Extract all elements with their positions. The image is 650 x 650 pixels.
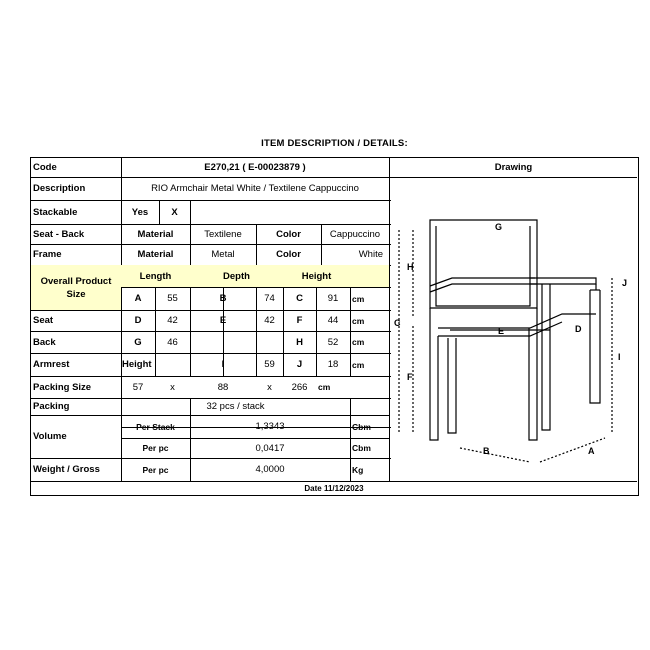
dim-h-value: 52 xyxy=(327,336,339,348)
stackable-mark: X xyxy=(171,206,178,218)
per-pc-label: Per pc xyxy=(142,443,169,453)
dim-i-label: I xyxy=(221,359,225,370)
dim-a-label: A xyxy=(134,293,142,304)
dim-label-i: I xyxy=(618,352,621,362)
frame-material-label: Material xyxy=(137,249,174,260)
dim-j-label: J xyxy=(296,359,303,370)
dim-label-h: H xyxy=(407,262,414,272)
date-footer: Date 11/12/2023 xyxy=(304,483,364,493)
per-stack-label: Per Stack xyxy=(136,421,175,432)
seat-back-material: Textilene xyxy=(204,228,242,240)
dim-b-label: B xyxy=(219,293,227,304)
seat-label: Seat xyxy=(33,315,54,326)
dim-e-value: 42 xyxy=(264,315,275,326)
frame-material: Metal xyxy=(211,249,235,260)
dim-f-label: F xyxy=(296,315,303,326)
dim-d-label: D xyxy=(134,315,142,326)
volume-stack-unit: Cbm xyxy=(352,421,371,432)
dim-label-a: A xyxy=(588,446,595,456)
dim-e-label: E xyxy=(219,315,227,326)
frame-color: White xyxy=(358,249,383,260)
seat-back-color-label: Color xyxy=(276,228,301,240)
dim-i-value: 59 xyxy=(264,359,275,370)
seat-back-material-label: Material xyxy=(137,228,174,240)
armrest-unit: cm xyxy=(352,359,365,370)
dim-j-value: 18 xyxy=(327,359,339,370)
dim-h-label: H xyxy=(296,336,303,348)
dim-g-value: 46 xyxy=(167,336,178,348)
dim-label-d: D xyxy=(575,324,582,334)
code-value: E270,21 ( E-00023879 ) xyxy=(204,162,306,173)
dim-c-value: 91 xyxy=(327,293,339,304)
details-sheet xyxy=(30,157,639,496)
dim-g-label: G xyxy=(134,336,142,348)
overall-unit: cm xyxy=(352,293,365,304)
dim-label-e: E xyxy=(498,326,505,336)
description-label: Description xyxy=(33,183,86,194)
weight-label: Weight / Gross xyxy=(33,464,100,475)
depth-header: Depth xyxy=(223,270,250,282)
dim-a-value: 55 xyxy=(167,293,178,304)
description-value: RIO Armchair Metal White / Textilene Cappuccino xyxy=(151,183,359,194)
volume-pc-unit: Cbm xyxy=(352,443,371,453)
packing-value: 32 pcs / stack xyxy=(206,401,265,412)
dim-label-g: G xyxy=(495,222,503,232)
frame-color-label: Color xyxy=(276,249,301,260)
packing-size-label: Packing Size xyxy=(33,381,92,393)
dim-c-label: C xyxy=(296,293,303,304)
packing-size-x1: x xyxy=(170,381,175,393)
back-unit: cm xyxy=(352,337,365,347)
seat-back-color: Cappuccino xyxy=(329,228,381,240)
overall-size-label: Overall Product Size xyxy=(40,275,112,300)
volume-stack-value: 1,3343 xyxy=(255,421,285,432)
volume-pc-value: 0,0417 xyxy=(255,442,285,454)
dim-label-b: B xyxy=(483,446,490,456)
weight-per-pc-label: Per pc xyxy=(142,464,169,475)
seat-unit: cm xyxy=(352,315,365,326)
dim-label-j: J xyxy=(622,278,628,288)
dim-label-c: C xyxy=(394,318,401,328)
page-title: ITEM DESCRIPTION / DETAILS: xyxy=(261,138,408,149)
dim-d-value: 42 xyxy=(167,315,178,326)
back-label: Back xyxy=(33,336,56,348)
packing-size-x2: x xyxy=(267,381,272,393)
code-label: Code xyxy=(33,162,57,173)
seat-back-label: Seat - Back xyxy=(33,228,85,240)
weight-unit: Kg xyxy=(352,464,364,475)
armrest-height-label: Height xyxy=(122,359,152,370)
volume-label: Volume xyxy=(33,431,67,442)
packing-label: Packing xyxy=(33,401,70,412)
stackable-yes: Yes xyxy=(131,206,149,218)
chair-drawing xyxy=(390,178,637,480)
packing-size-v3: 266 xyxy=(291,381,308,393)
frame-label: Frame xyxy=(33,249,62,260)
dim-label-f: F xyxy=(407,372,413,382)
packing-size-v1: 57 xyxy=(132,381,144,393)
packing-size-unit: cm xyxy=(318,382,331,392)
dim-b-value: 74 xyxy=(264,293,275,304)
packing-size-v2: 88 xyxy=(217,381,229,393)
weight-value: 4,0000 xyxy=(255,464,285,475)
dim-f-value: 44 xyxy=(327,315,339,326)
height-header: Height xyxy=(301,270,332,282)
drawing-header: Drawing xyxy=(494,162,533,173)
length-header: Length xyxy=(139,270,172,282)
armrest-label: Armrest xyxy=(33,359,70,370)
stackable-label: Stackable xyxy=(33,206,78,218)
